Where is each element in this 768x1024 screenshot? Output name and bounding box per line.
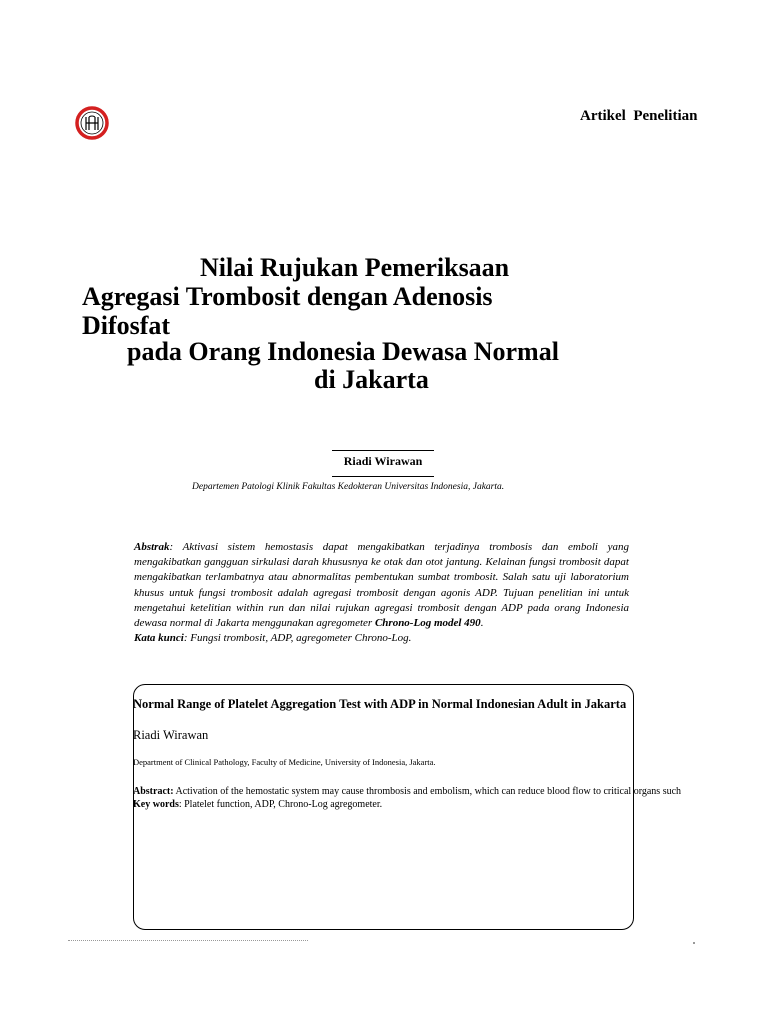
section-label: Artikel Penelitian — [580, 108, 698, 124]
abstract-end: . — [480, 617, 484, 630]
author-block — [332, 450, 434, 477]
title-line-1: Nilai Rujukan Pemeriksaan — [200, 253, 510, 282]
english-author: Riadi Wirawan — [133, 728, 209, 742]
keywords-text: : Fungsi trombosit, ADP, agregometer Chrono-Log. — [183, 632, 412, 645]
journal-logo-icon — [75, 106, 109, 140]
abstract-indonesian — [134, 540, 629, 646]
author-name: Riadi Wirawan — [343, 454, 423, 468]
keywords-label: Kata kunci — [134, 632, 184, 645]
title-line-4: pada Orang Indonesia Dewasa Normal — [127, 337, 559, 366]
english-abstract-label: Abstract: — [133, 786, 174, 797]
english-keywords — [133, 799, 382, 810]
english-title: Normal Range of Platelet Aggregation Test with ADP in Normal Indonesian Adult in Jakarta — [133, 697, 627, 711]
english-keywords-label: Key words — [133, 799, 179, 810]
english-department: Department of Clinical Pathology, Faculty of Medicine, University of Indonesia, Jakarta. — [133, 757, 436, 767]
english-abstract — [133, 785, 768, 798]
english-keywords-text: : Platelet function, ADP, Chrono-Log agregometer. — [178, 799, 383, 810]
abstract-device: Chrono-Log model 490 — [374, 617, 481, 630]
abstract-label: Abstrak — [134, 541, 170, 553]
footer-page-mark — [693, 942, 695, 944]
footer-divider — [68, 940, 308, 945]
abstract-text: : Aktivasi sistem hemostasis dapat mengakibatkan terjadinya trombosis dan emboli yang mengakibatkan gangguan sirkulasi darah khususnya ke otak dan otot jantung. Kelainan fungsi trombosit dapat mengakibatkan terlambatnya atau abnormalitas pembentukan sumbat trombosit. Salah satu uji laboratorium khusus untuk fungsi trombosit adalah agregasi trombosit dengan agonis ADP. Tujuan penelitian ini untuk mengetahui ketelitian within run dan nilai rujukan agregasi trombosit dengan ADP pada orang Indonesia dewasa normal di Jakarta menggunakan agregometer — [134, 541, 629, 630]
english-abstract-text: Activation of the hemostatic system may cause thrombosis and embolism, which can reduce blood flow to critical organs such — [173, 786, 682, 797]
title-line-2: Agregasi Trombosit dengan Adenosis — [82, 282, 493, 311]
author-affiliation: Departemen Patologi Klinik Fakultas Kedokteran Universitas Indonesia, Jakarta. — [192, 482, 505, 492]
title-line-3: Difosfat — [82, 311, 171, 340]
title-line-5: di Jakarta — [314, 365, 429, 394]
